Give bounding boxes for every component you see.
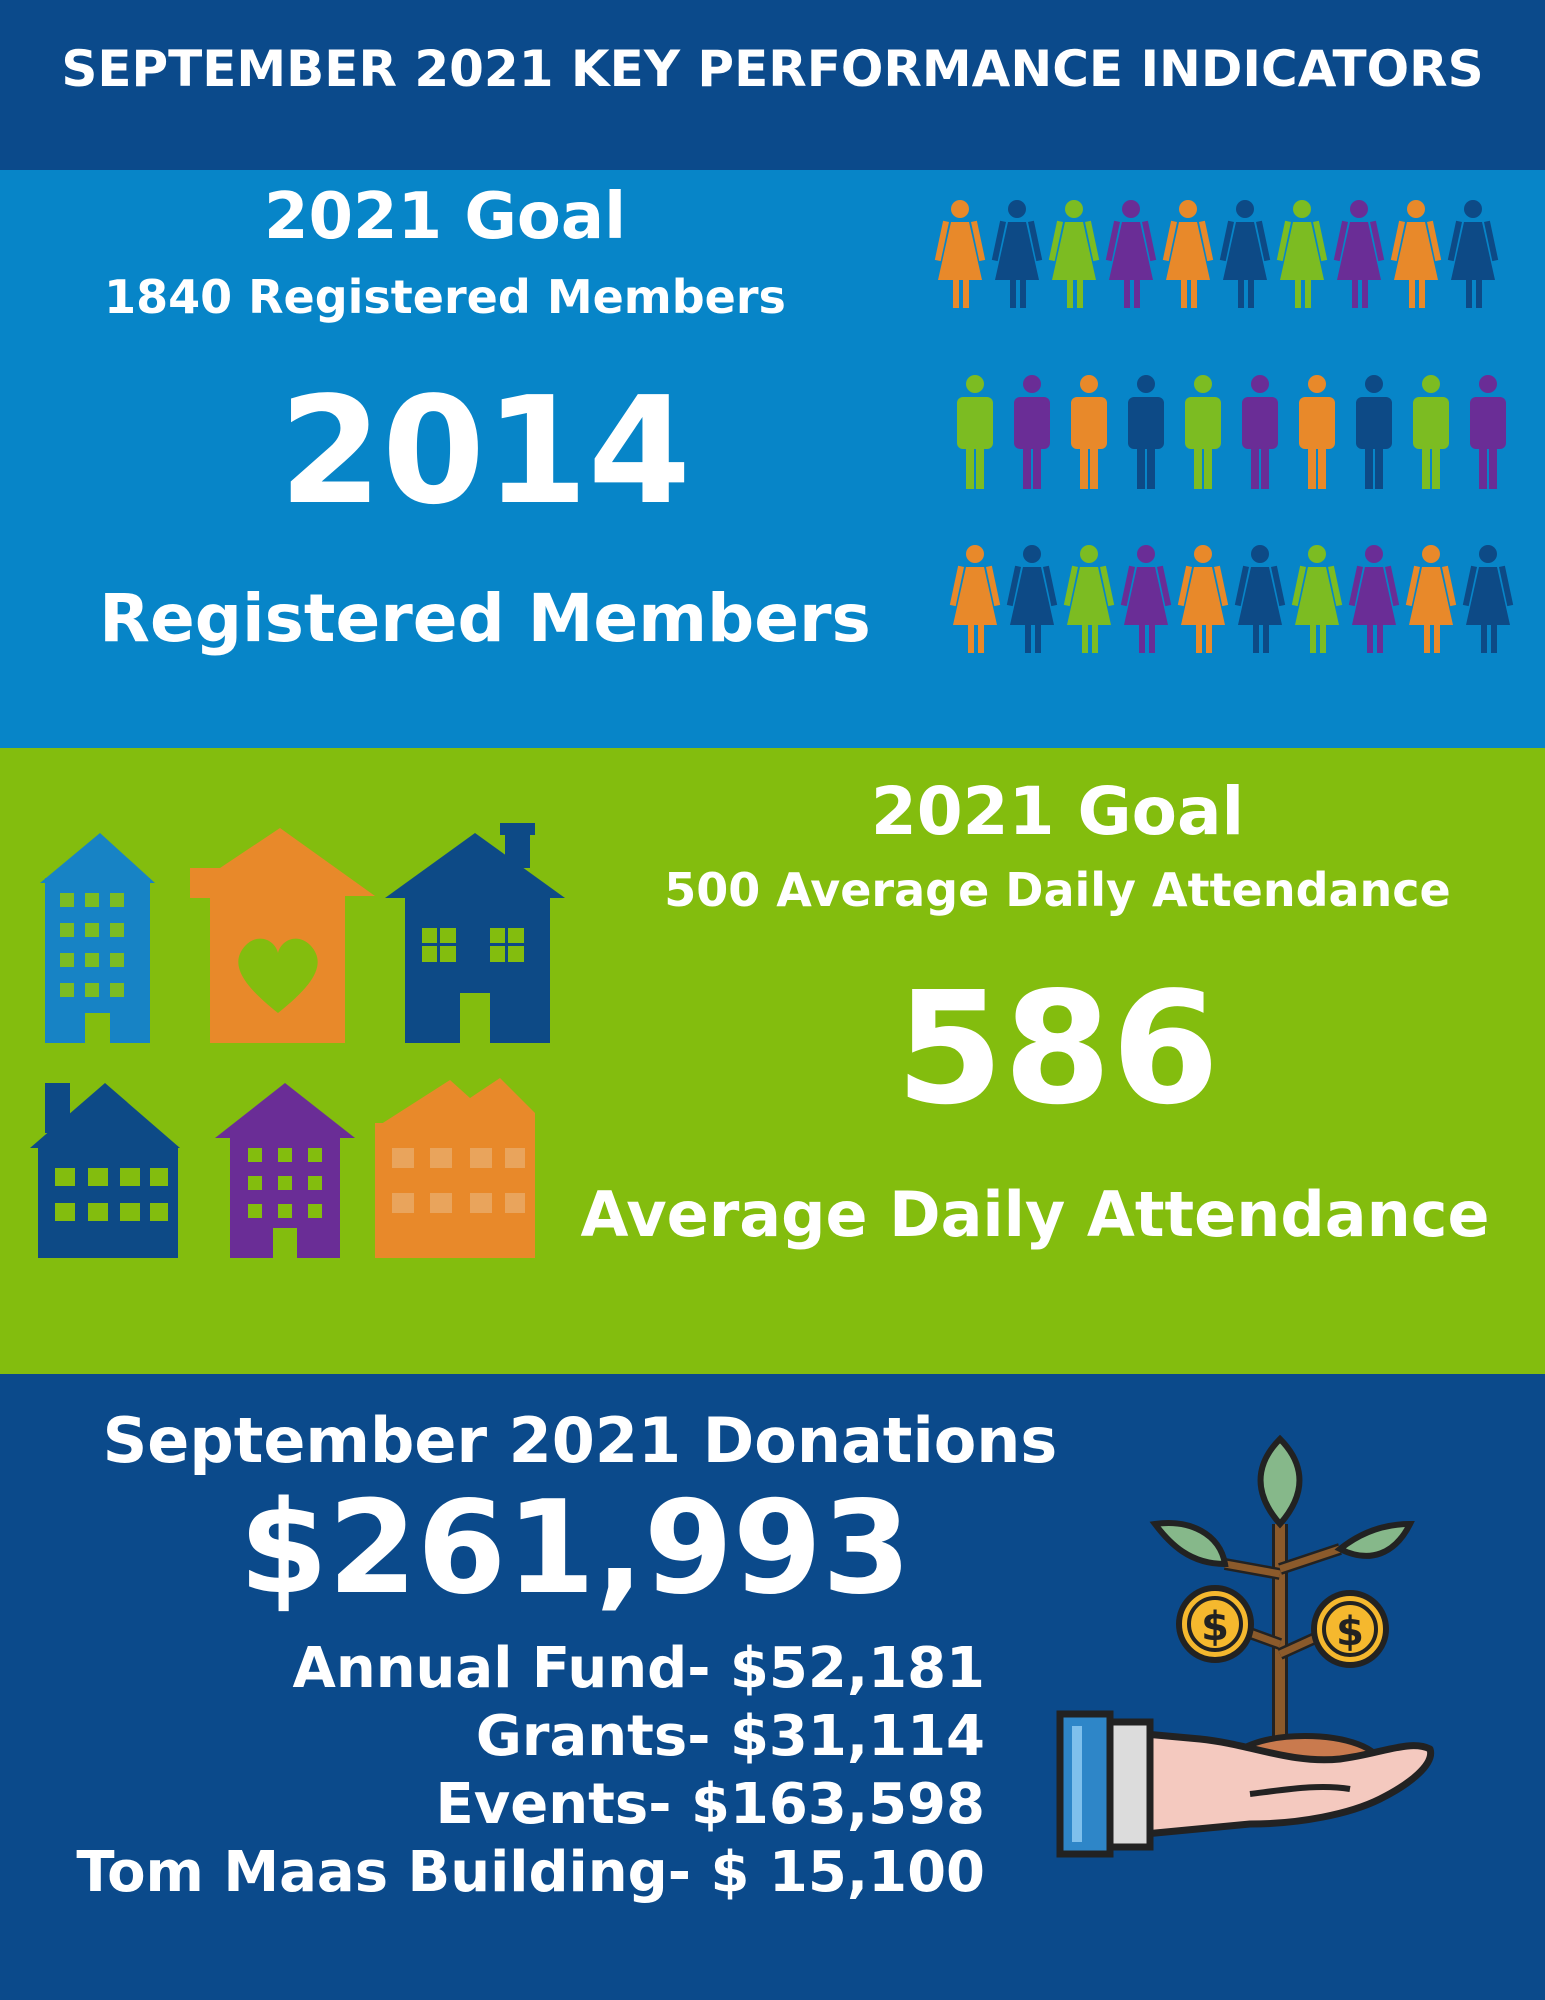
woman-figure-icon — [1235, 545, 1285, 653]
woman-figure-icon — [1106, 200, 1156, 308]
woman-figure-icon — [1064, 545, 1114, 653]
attendance-goal-heading: 2021 Goal — [870, 773, 1245, 850]
house-icon — [385, 823, 565, 1043]
man-figure-icon — [1299, 375, 1335, 489]
man-figure-icon — [1014, 375, 1050, 489]
man-figure-icon — [1413, 375, 1449, 489]
donation-line: Events- $163,598 — [435, 1772, 985, 1837]
members-goal-heading: 2021 Goal — [263, 180, 627, 254]
woman-figure-icon — [1049, 200, 1099, 308]
woman-figure-icon — [1178, 545, 1228, 653]
woman-figure-icon — [1349, 545, 1399, 653]
page-title: SEPTEMBER 2021 KEY PERFORMANCE INDICATORS — [61, 40, 1484, 98]
man-figure-icon — [1242, 375, 1278, 489]
header-band — [0, 0, 1545, 170]
donations-total: $261,993 — [238, 1474, 912, 1623]
members-value: 2014 — [279, 365, 691, 537]
woman-figure-icon — [1277, 200, 1327, 308]
man-figure-icon — [1128, 375, 1164, 489]
heart-house-icon — [190, 828, 375, 1043]
man-figure-icon — [1356, 375, 1392, 489]
woman-figure-icon — [935, 200, 985, 308]
man-figure-icon — [1470, 375, 1506, 489]
man-figure-icon — [957, 375, 993, 489]
people-figures-icon — [920, 170, 1520, 748]
woman-figure-icon — [1391, 200, 1441, 308]
woman-figure-icon — [1463, 545, 1513, 653]
attendance-band — [0, 748, 1545, 1374]
woman-figure-icon — [1163, 200, 1213, 308]
svg-text:$: $ — [1336, 1609, 1364, 1655]
attendance-label: Average Daily Attendance — [580, 1178, 1490, 1251]
woman-figure-icon — [1220, 200, 1270, 308]
man-figure-icon — [1071, 375, 1107, 489]
donation-line: Annual Fund- $52,181 — [292, 1636, 985, 1701]
donation-line: Grants- $31,114 — [475, 1704, 985, 1769]
attendance-value: 586 — [895, 958, 1220, 1139]
woman-figure-icon — [1121, 545, 1171, 653]
attendance-goal-text: 500 Average Daily Attendance — [664, 863, 1451, 917]
apartment-icon — [215, 1083, 355, 1258]
woman-figure-icon — [992, 200, 1042, 308]
house-icon — [375, 1078, 535, 1258]
woman-figure-icon — [1007, 545, 1057, 653]
members-label: Registered Members — [99, 580, 871, 657]
woman-figure-icon — [1292, 545, 1342, 653]
woman-figure-icon — [1448, 200, 1498, 308]
donation-line: Tom Maas Building- $ 15,100 — [76, 1840, 985, 1905]
donations-heading: September 2021 Donations — [102, 1404, 1058, 1477]
members-band — [0, 170, 1545, 748]
woman-figure-icon — [950, 545, 1000, 653]
woman-figure-icon — [1406, 545, 1456, 653]
hand-money-plant-icon — [1050, 1464, 1450, 1894]
apartment-icon — [40, 833, 155, 1043]
donations-band — [0, 1374, 1545, 2000]
house-icon — [30, 1083, 180, 1258]
houses-icon — [30, 828, 570, 1268]
members-goal-text: 1840 Registered Members — [104, 270, 786, 324]
woman-figure-icon — [1334, 200, 1384, 308]
man-figure-icon — [1185, 375, 1221, 489]
svg-text:$: $ — [1201, 1604, 1229, 1650]
